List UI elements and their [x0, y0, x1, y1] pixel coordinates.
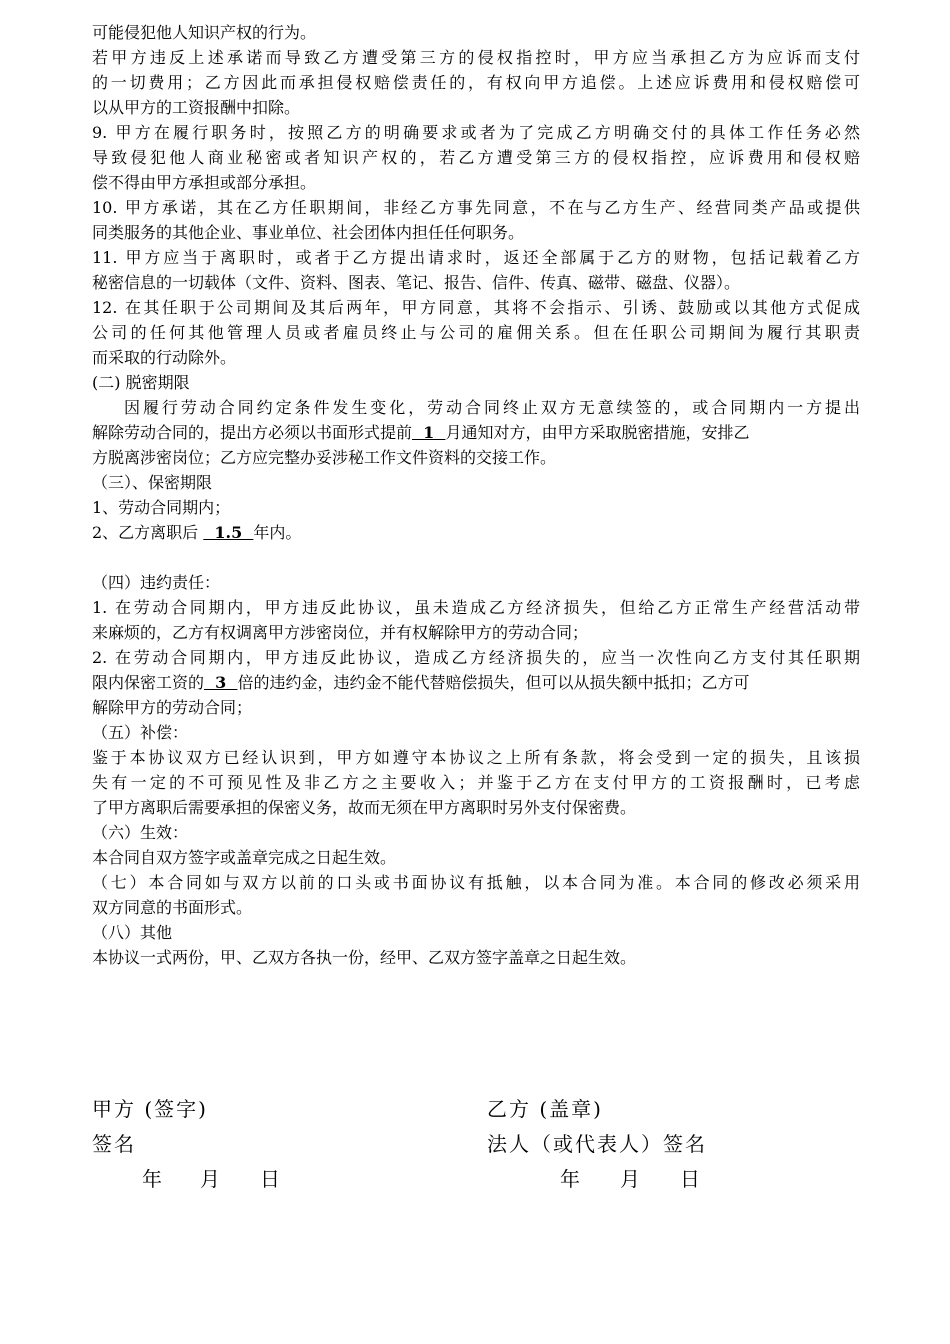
- party-b-date: [560, 1162, 700, 1196]
- party-b-label: 乙方 (盖章): [487, 1097, 603, 1121]
- section-heading-compensation: （五）补偿：: [92, 723, 189, 742]
- blank-line: [92, 545, 860, 570]
- contract-body: [92, 20, 860, 970]
- line-text: 限内保密工资的: [92, 673, 205, 692]
- day-label: 日: [680, 1167, 700, 1191]
- year-label: 年: [142, 1167, 162, 1191]
- paragraph-line: 因履行劳动合同约定条件发生变化，劳动合同终止双方无意续签的，或合同期内一方提出: [124, 398, 860, 417]
- list-item: [92, 520, 860, 545]
- paragraph-line: 1. 在劳动合同期内，甲方违反此协议，虽未造成乙方经济损失，但给乙方正常生产经营活动带: [92, 598, 860, 617]
- party-a-sign-label: 签名: [92, 1132, 136, 1156]
- paragraph-line: 而采取的行动除外。: [92, 348, 237, 367]
- line-text: 月通知对方，由甲方采取脱密措施，安排乙: [445, 423, 750, 442]
- paragraph-line: 来麻烦的，乙方有权调离甲方涉密岗位，并有权解除甲方的劳动合同；: [92, 623, 589, 642]
- section-heading-declassification: (二) 脱密期限: [92, 373, 190, 392]
- paragraph-line: 公司的任何其他管理人员或者雇员终止与公司的雇佣关系。但在任职公司期间为履行其职责: [92, 323, 860, 342]
- paragraph-line-notice-period: [92, 420, 860, 445]
- line-text: 2、乙方离职后: [92, 523, 204, 542]
- list-item: 1、劳动合同期内；: [92, 498, 231, 517]
- year-label: 年: [560, 1167, 580, 1191]
- clause-10: 10. 甲方承诺，其在乙方任职期间，非经乙方事先同意，不在与乙方生产、经营同类产品或提供: [92, 198, 860, 217]
- month-label: 月: [200, 1167, 220, 1191]
- paragraph-line: 方脱离涉密岗位；乙方应完整办妥涉秘工作文件资料的交接工作。: [92, 448, 557, 467]
- party-a-label: 甲方 (签字): [92, 1097, 208, 1121]
- section-heading-liability: （四）违约责任：: [92, 573, 221, 592]
- paragraph-line: 若甲方违反上述承诺而导致乙方遭受第三方的侵权指控时，甲方应当承担乙方为应诉而支付: [92, 48, 860, 67]
- notice-months-value: 1: [412, 423, 446, 442]
- paragraph-line: 偿不得由甲方承担或部分承担。: [92, 173, 317, 192]
- clause-11: 11. 甲方应当于离职时，或者于乙方提出请求时，返还全部属于乙方的财物，包括记载着乙方: [92, 248, 860, 267]
- clause-12: 12. 在其任职于公司期间及其后两年，甲方同意，其将不会指示、引诱、鼓励或以其他方式促成: [92, 298, 860, 317]
- party-a-date: [142, 1162, 280, 1196]
- line-text: 解除劳动合同的，提出方必须以书面形式提前: [92, 423, 413, 442]
- party-b-sign-label: 法人（或代表人）签名: [487, 1132, 707, 1156]
- paragraph-line: 以从甲方的工资报酬中扣除。: [92, 98, 301, 117]
- paragraph-line: 导致侵犯他人商业秘密或者知识产权的，若乙方遭受第三方的侵权指控，应诉费用和侵权赔: [92, 148, 860, 167]
- paragraph-line: 可能侵犯他人知识产权的行为。: [92, 23, 317, 42]
- line-text: 年内。: [253, 523, 302, 542]
- section-heading-effectiveness: （六）生效：: [92, 823, 189, 842]
- clause-9: 9. 甲方在履行职务时，按照乙方的明确要求或者为了完成乙方明确交付的具体工作任务必然: [92, 123, 860, 142]
- paragraph-line: 本合同自双方签字或盖章完成之日起生效。: [92, 848, 397, 867]
- paragraph-line: 的一切费用；乙方因此而承担侵权赔偿责任的，有权向甲方追偿。上述应诉费用和侵权赔偿可: [92, 73, 860, 92]
- penalty-multiple-value: 3: [204, 673, 238, 692]
- paragraph-line: 秘密信息的一切载体（文件、资料、图表、笔记、报告、信件、传真、磁带、磁盘、仪器）。: [92, 273, 741, 292]
- line-text: 倍的违约金，违约金不能代替赔偿损失，但可以从损失额中抵扣；乙方可: [237, 673, 750, 692]
- paragraph-line: 本协议一式两份，甲、乙双方各执一份，经甲、乙双方签字盖章之日起生效。: [92, 948, 637, 967]
- paragraph-line: 了甲方离职后需要承担的保密义务，故而无须在甲方离职时另外支付保密费。: [92, 798, 637, 817]
- section-heading-confidentiality-period: （三）、保密期限: [92, 473, 213, 492]
- paragraph-line: 同类服务的其他企业、事业单位、社会团体内担任任何职务。: [92, 223, 525, 242]
- paragraph-line: 鉴于本协议双方已经认识到，甲方如遵守本协议之上所有条款，将会受到一定的损失，且该损: [92, 748, 860, 767]
- post-employment-years-value: 1.5: [203, 523, 254, 542]
- section-seven-line: （七）本合同如与双方以前的口头或书面协议有抵触，以本合同为准。本合同的修改必须采用: [92, 873, 860, 892]
- month-label: 月: [620, 1167, 640, 1191]
- paragraph-line: 失有一定的不可预见性及非乙方之主要收入；并鉴于乙方在支付甲方的工资报酬时，已考虑: [92, 773, 860, 792]
- paragraph-line-penalty: [92, 670, 860, 695]
- day-label: 日: [260, 1167, 280, 1191]
- section-heading-other: （八）其他: [92, 923, 173, 942]
- paragraph-line: 双方同意的书面形式。: [92, 898, 253, 917]
- paragraph-line: 2. 在劳动合同期内，甲方违反此协议，造成乙方经济损失的，应当一次性向乙方支付其任职期: [92, 648, 860, 667]
- paragraph-line: 解除甲方的劳动合同；: [92, 698, 253, 717]
